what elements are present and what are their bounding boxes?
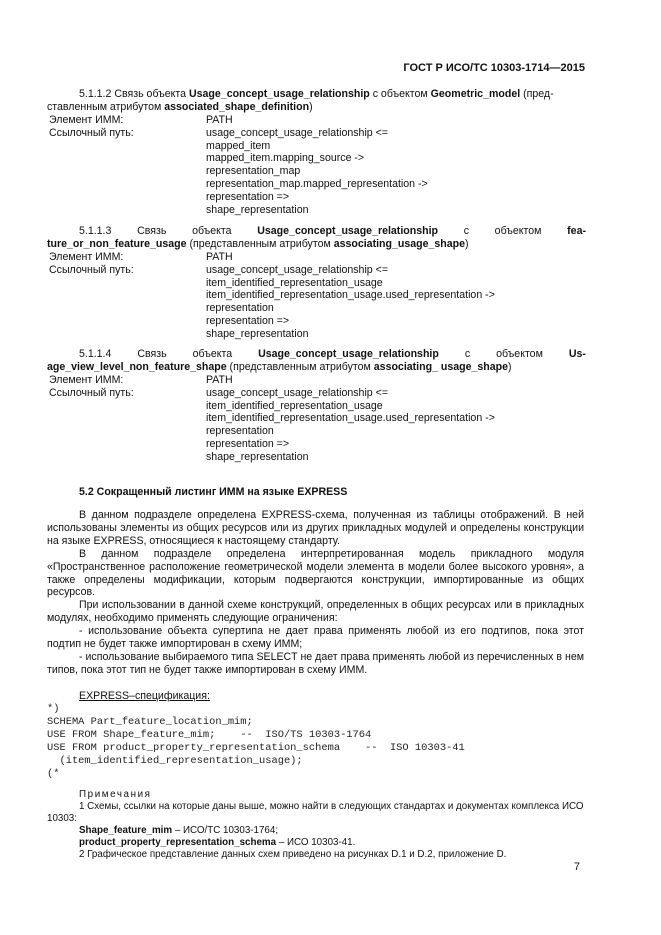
page-number: 7 [573,861,580,873]
path-line: item_identified_representation_usage [206,276,383,289]
path-line: shape_representation [206,204,309,217]
element-value: PATH [206,113,233,126]
body-text [47,509,584,677]
code-line: USE FROM product_property_representation_schema -- ISO 10303-41 [47,741,465,754]
note-2: 2 Графическое представление данных схем приведено на рисунках D.1 и D.2, приложение D. [79,849,507,860]
path-line: representation_map [206,165,301,178]
path-line: item_identified_representation_usage [206,399,383,412]
path-line: usage_concept_usage_relationship <= [206,126,389,139]
express-code [47,703,465,780]
path-line: mapped_item.mapping_source -> [206,152,365,165]
element-row [47,374,586,387]
code-line: (* [47,767,60,780]
notes [47,789,587,861]
path-line: shape_representation [206,451,309,464]
path-row [47,387,586,400]
express-spec-label: EXPRESS–спецификация: [79,690,210,702]
code-line: SCHEMA Part_feature_location_mim; [47,715,253,728]
code-line: USE FROM Shape_feature_mim; -- ISO/TS 10303-1764 [47,728,372,741]
note-ref: product_property_representation_schema – ИСО 10303-41. [79,837,356,848]
path-line: representation [206,425,274,438]
paragraph: В данном подразделе определена интерпретированная модель прикладного модуля «Пространственное расположение геометрической модели элемента в модели более высокого уровня», а также определены модификации, которым подвергаются конструкции, импортированные из общих ресурсов. [47,547,584,599]
mapping-5-1-1-4 [47,348,586,464]
paragraph: При использовании в данной схеме конструкций, определенных в общих ресурсах или в прикладных модулях, необходимо применять следующие ограничения: [47,599,584,625]
mapping-5-1-1-2 [47,88,586,217]
note-ref: Shape_feature_mim – ИСО/ТС 10303-1764; [79,825,279,836]
path-row [47,264,586,277]
code-line: (item_identified_representation_usage); [47,754,303,767]
mapping-heading-line-2: age_view_level_non_feature_shape (представленным атрибутом associating_ usage_shape) [47,360,512,373]
path-line: mapped_item [206,139,271,152]
note-1: 1 Схемы, ссылки на которые даны выше, можно найти в следующих стандартах и документах комплекса ИСО 10303: [47,801,584,824]
element-row [47,114,586,127]
notes-title: Примечания [79,789,152,800]
path-line: usage_concept_usage_relationship <= [206,263,389,276]
path-label: Ссылочный путь: [49,386,134,399]
code-line: *) [47,703,60,715]
mapping-heading-line-2: ture_or_non_feature_usage (представленным атрибутом associating_usage_shape) [47,237,469,250]
mapping-5-1-1-3 [47,225,586,341]
restriction-item: - использование выбираемого типа SELECT не дает права применять любой из перечисленных в нем типов, пока этот тип не будет также импортирован в схему ИММ. [47,650,584,676]
section-title: 5.2 Сокращенный листинг ИММ на языке EXPRESS [79,486,348,498]
path-line: item_identified_representation_usage.used_representation -> [206,412,495,425]
element-label: Элемент ИММ: [49,373,124,386]
path-row [47,127,586,140]
path-line: representation => [206,191,290,204]
restriction-item: - использование объекта супертипа не дает права применять любой из его подтипов, пока этот подтип не будет также импортирован в схему ИММ; [47,625,584,651]
path-line: item_identified_representation_usage.used_representation -> [206,289,495,302]
mapping-heading-line-1: 5.1.1.2 Связь объекта Usage_concept_usage_relationship с объектом Geometric_model (пред- [79,88,554,100]
element-label: Элемент ИММ: [49,250,124,263]
path-line: shape_representation [206,328,309,341]
path-line: representation => [206,438,290,451]
paragraph: В данном подразделе определена EXPRESS-схема, полученная из таблицы отображений. В ней использованы элементы из общих ресурсов или из других прикладных модулей и определены конструкции на языке EXPRESS, относящиеся к настоящему стандарту. [47,509,584,547]
path-line: usage_concept_usage_relationship <= [206,386,389,399]
path-line: representation [206,302,274,315]
element-value: PATH [206,250,233,263]
path-label: Ссылочный путь: [49,263,134,276]
mapping-heading-line-2: ставленным атрибутом associated_shape_definition) [47,100,313,113]
path-line: representation_map.mapped_representation -> [206,178,428,191]
document-header: ГОСТ Р ИСО/ТС 10303-1714—2015 [403,62,585,74]
element-row [47,251,586,264]
path-line: representation => [206,315,290,328]
path-label: Ссылочный путь: [49,126,134,139]
element-value: PATH [206,373,233,386]
element-label: Элемент ИММ: [49,113,124,126]
mapping-heading-line-1: 5.1.1.4 Связь объекта Usage_concept_usage_relationship с объектом Us- [79,348,586,360]
mapping-heading-line-1: 5.1.1.3 Связь объекта Usage_concept_usage_relationship с объектом fea- [79,225,586,237]
